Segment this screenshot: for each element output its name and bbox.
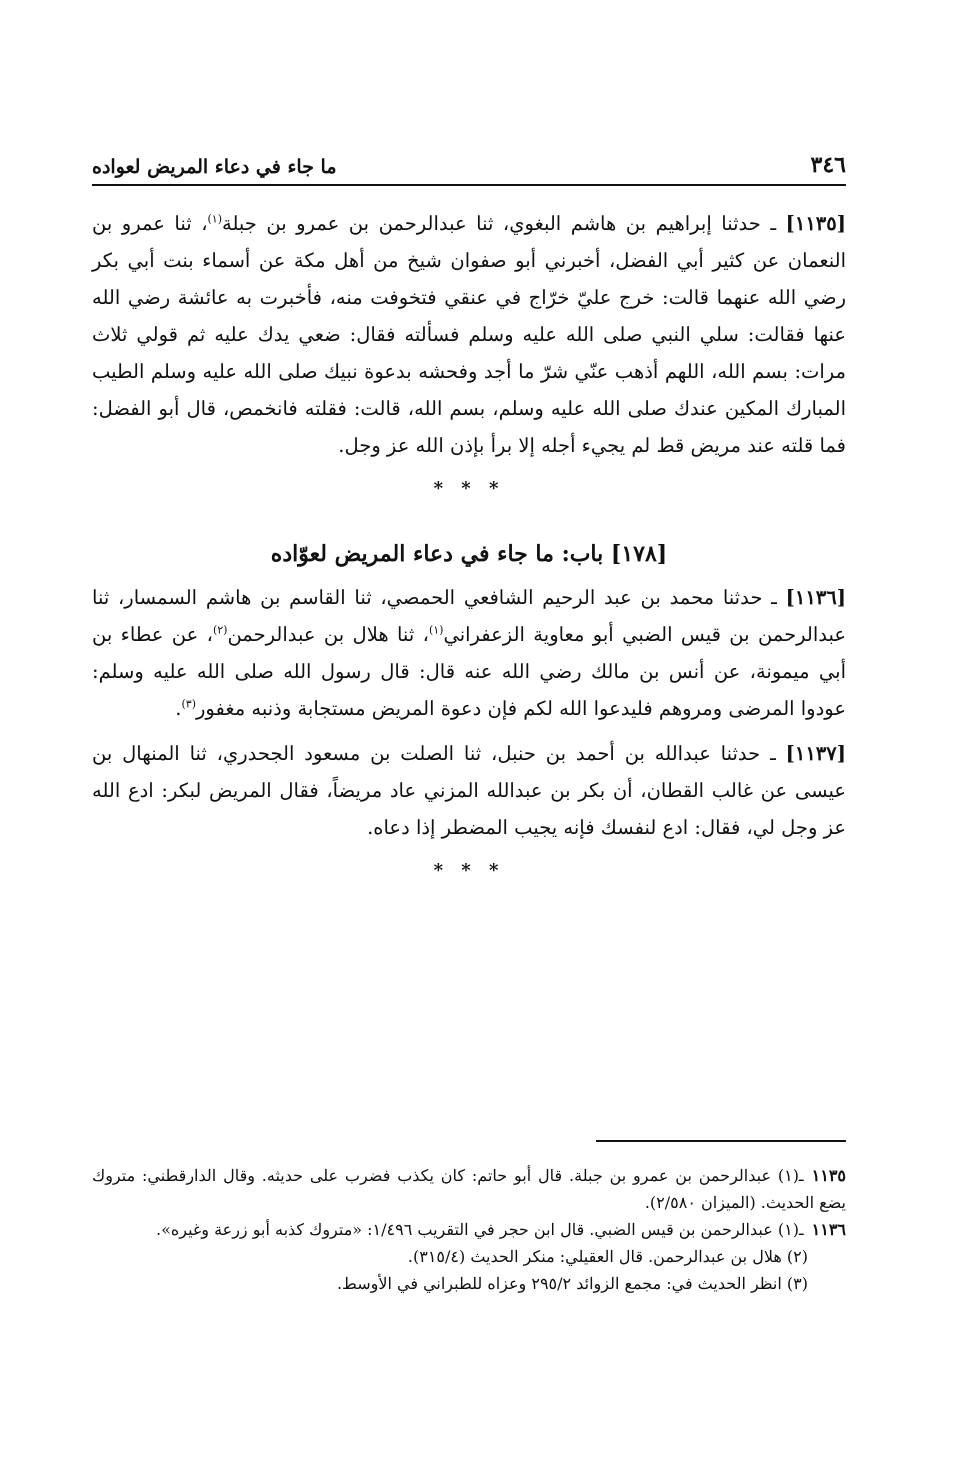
footnote-marker: (٢) <box>212 623 228 637</box>
footnote-ref: ١١٣٦ <box>811 1220 846 1239</box>
running-header <box>92 138 846 186</box>
footnote-marker: (١) <box>207 212 222 226</box>
running-title: ما جاء في دعاء المريض لعواده <box>92 156 337 178</box>
footnote-line <box>92 1216 846 1243</box>
section-separator: * * * <box>433 860 505 881</box>
footnote-line <box>92 1162 846 1216</box>
hadith-text: ، ثنا هلال بن عبدالرحمن <box>227 623 429 646</box>
hadith-number: [١١٣٥] <box>785 212 846 235</box>
footnote-ref: ١١٣٥ <box>811 1166 846 1185</box>
footnote-text: (٣) انظر الحديث في: مجمع الزوائد ٢٩٥/٢ وعزاه للطبراني في الأوسط. <box>336 1274 808 1293</box>
hadith-text: . <box>175 697 182 720</box>
hadith-text: ، عن عطاء بن أبي ميمونة، عن أنس بن مالك رضي الله عنه قال: قال رسول الله صلى الله عليه وسلم: عودوا المرضى ومروهم فليدعوا الله لكم فإن دعوة المريض مستجابة وذنبه مغفور <box>92 623 846 720</box>
hadith-text: ، ثنا عمرو بن النعمان عن كثير أبي الفضل، أخبرني أبو صفوان شيخ من أهل مكة عن أسماء بنت أبي بكر رضي الله عنهما قالت: خرج عليّ خرّاج في عنقي فتخوفت منه، فأخبرت به عائشة رضي الله عنها فقالت: سلي النبي صلى الله عليه وسلم فسألته فقال: ضعي يدك عليه ثم قولي ثلاث مرات: بسم الله، اللهم أذهب عنّي شرّ ما أجد وفحشه بدعوة نبيك صلى الله عليه وسلم الطيب المبارك المكين عندك صلى الله عليه وسلم، بسم الله، قالت: فقلته فانخمص، قال أبو الفضل: فما قلته عند مريض قط لم يجيء أجله إلا برأ بإذن الله عز وجل. <box>92 212 846 457</box>
footnote-text: ـ(١) عبدالرحمن بن عمرو بن جبلة. قال أبو حاتم: كان يكذب فضرب على حديثه. وقال الدارقطني: متروك يضع الحديث. (الميزان ٢/٥٨٠). <box>92 1166 846 1212</box>
chapter-heading: [١٧٨] باب: ما جاء في دعاء المريض لعوّاده <box>270 541 668 567</box>
footnote-marker: (١) <box>428 623 444 637</box>
paragraph-gap <box>92 727 846 735</box>
footnote-marker: (٣) <box>181 697 196 711</box>
footnote-line <box>92 1270 846 1297</box>
footnote-text: (٢) هلال بن عبدالرحمن. قال العقيلي: منكر الحديث (٣١٥/٤). <box>407 1247 808 1266</box>
hadith-number: [١١٣٧] <box>785 742 846 765</box>
hadith-text: ـ حدثنا عبدالله بن أحمد بن حنبل، ثنا الصلت بن مسعود الجحدري، ثنا المنهال بن عيسى عن غالب القطان، أن بكر بن عبدالله المزني عاد مريضاً، فقال المريض لبكر: ادع الله عز وجل لي، فقال: ادع لنفسك فإنه يجيب المضطر إذا دعاه. <box>92 742 846 839</box>
page-number: ٣٤٦ <box>810 152 846 178</box>
hadith-1136 <box>92 579 846 727</box>
hadith-text: ـ حدثنا إبراهيم بن هاشم البغوي، ثنا عبدالرحمن بن عمرو بن جبلة <box>222 212 786 235</box>
footnote-rule <box>596 1140 846 1142</box>
main-text <box>92 205 846 893</box>
footnote-line <box>92 1243 846 1270</box>
hadith-number: [١١٣٦] <box>785 586 846 609</box>
footnotes <box>92 1140 846 1297</box>
section-separator: * * * <box>433 478 505 499</box>
footnote-text: ـ(١) عبدالرحمن بن قيس الضبي. قال ابن حجر في التقريب ١/٤٩٦: «متروك كذبه أبو زرعة وغيره». <box>155 1220 804 1239</box>
hadith-1137 <box>92 735 846 846</box>
hadith-1135 <box>92 205 846 464</box>
hadith-text: ـ حدثنا محمد بن عبد الرحيم الشافعي الحمصي، ثنا القاسم بن هاشم السمسار، ثنا عبدالرحمن بن قيس الضبي أبو معاوية الزعفراني <box>92 586 847 646</box>
